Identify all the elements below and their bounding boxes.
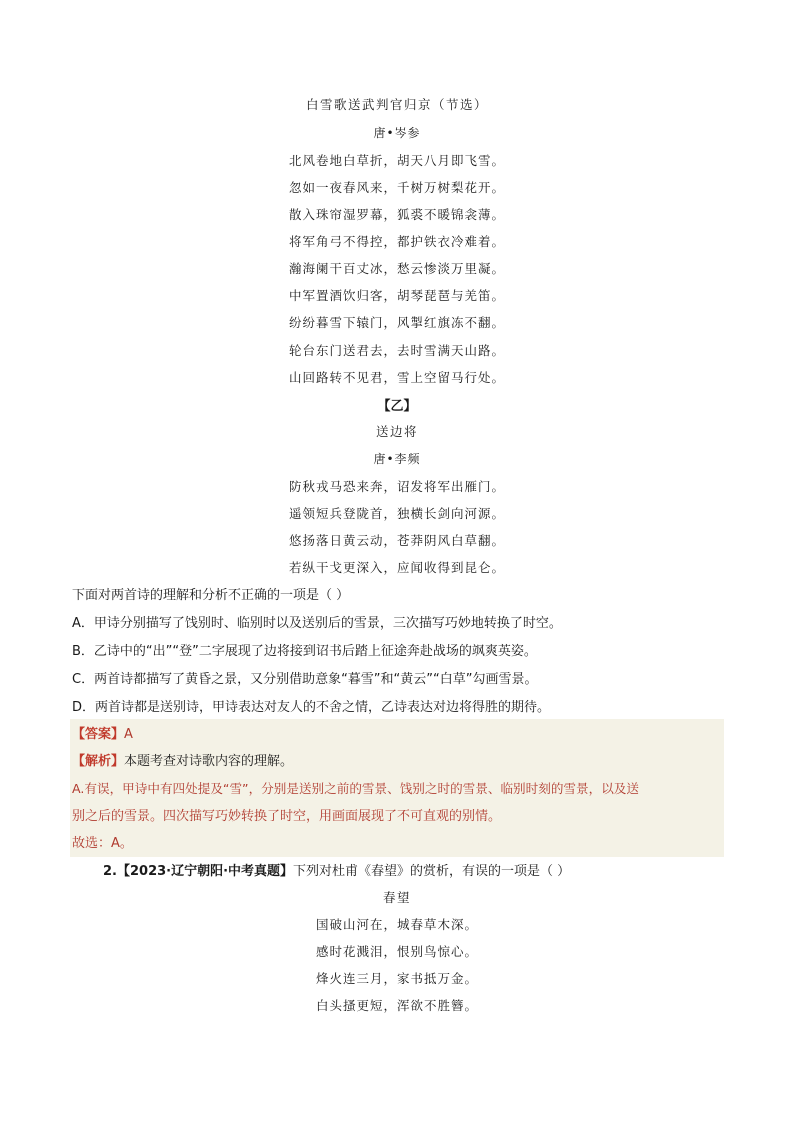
poem1-line: 散入珠帘湿罗幕，狐裘不暖锦衾薄。 (288, 207, 505, 222)
analysis-tag: 【解析】 (72, 754, 125, 769)
poem3-line: 白头搔更短，浑欲不胜簪。 (315, 998, 478, 1013)
poem3-line: 感时花溅泪，恨别鸟惊心。 (315, 944, 478, 959)
option-c: C．两首诗都描写了黄昏之景，又分别借助意象“暮雪”和“黄云”“白草”勾画雪景。 (72, 672, 538, 687)
answer-value: A (124, 727, 133, 742)
poem1-line: 中军置酒饮归客，胡琴琵琶与羌笛。 (288, 288, 505, 303)
poem1-line: 山回路转不见君，雪上空留马行处。 (288, 370, 505, 385)
poem3-line: 国破山河在，城春草木深。 (315, 917, 478, 932)
poem2-line: 防秋戎马恐来奔，诏发将军出雁门。 (288, 479, 505, 494)
poem2-line: 若纵干戈更深入，应闻收得到昆仑。 (288, 560, 505, 575)
analysis-text: 本题考查对诗歌内容的理解。 (124, 754, 294, 769)
poem1-line: 瀚海阑干百丈冰，愁云惨淡万里凝。 (288, 261, 505, 276)
option-d: D．两首诗都是送别诗，甲诗表达对友人的不舍之情，乙诗表达对边将得胜的期待。 (72, 700, 551, 715)
poem1-line: 轮台东门送君去，去时雪满天山路。 (288, 343, 505, 358)
answer-line (72, 723, 133, 742)
poem2-title: 送边将 (375, 424, 418, 439)
question2-stem (103, 860, 570, 879)
question2-number: 2. (103, 864, 117, 879)
poem2-author: 唐•李频 (373, 452, 421, 466)
poem3-line: 烽火连三月，家书抵万金。 (315, 971, 478, 986)
section-label: 【乙】 (377, 399, 417, 414)
answer-tag: 【答案】 (72, 727, 125, 742)
question2-text: 下列对杜甫《春望》的赏析，有误的一项是（ ） (293, 864, 571, 879)
poem1-line: 将军角弓不得控，都护铁衣冷难着。 (288, 234, 505, 249)
poem1-author: 唐•岑参 (373, 126, 421, 140)
poem2-line: 遥领短兵登陇首，独横长剑向河源。 (288, 506, 505, 521)
answer-choice: 故选：A。 (72, 836, 133, 851)
question2-source: 【2023·辽宁朝阳·中考真题】 (116, 864, 294, 879)
option-b: B．乙诗中的“出”“登”二字展现了边将接到诏书后踏上征途奔赴战场的飒爽英姿。 (72, 644, 537, 659)
poem1-title: 白雪歌送武判官归京（节选） (305, 97, 488, 112)
analysis-detail-1: A.有误，甲诗中有四处提及“雪”，分别是送别之前的雪景、饯别之时的雪景、临别时刻的雪景，以及送 (72, 781, 639, 796)
question-stem: 下面对两首诗的理解和分析不正确的一项是（ ） (72, 588, 350, 603)
poem1-line: 忽如一夜春风来，千树万树梨花开。 (288, 180, 505, 195)
option-a: A．甲诗分别描写了饯别时、临别时以及送别后的雪景，三次描写巧妙地转换了时空。 (72, 616, 562, 631)
analysis-detail-2: 别之后的雪景。四次描写巧妙转换了时空，用画面展现了不可直观的别情。 (72, 809, 502, 824)
poem3-title: 春望 (382, 890, 411, 905)
poem1-line: 纷纷暮雪下辕门，风掣红旗冻不翻。 (288, 315, 505, 330)
poem2-line: 悠扬落日黄云动，苍莽阴风白草翻。 (288, 533, 505, 548)
analysis-line (72, 750, 293, 769)
poem1-line: 北风卷地白草折，胡天八月即飞雪。 (288, 153, 505, 168)
